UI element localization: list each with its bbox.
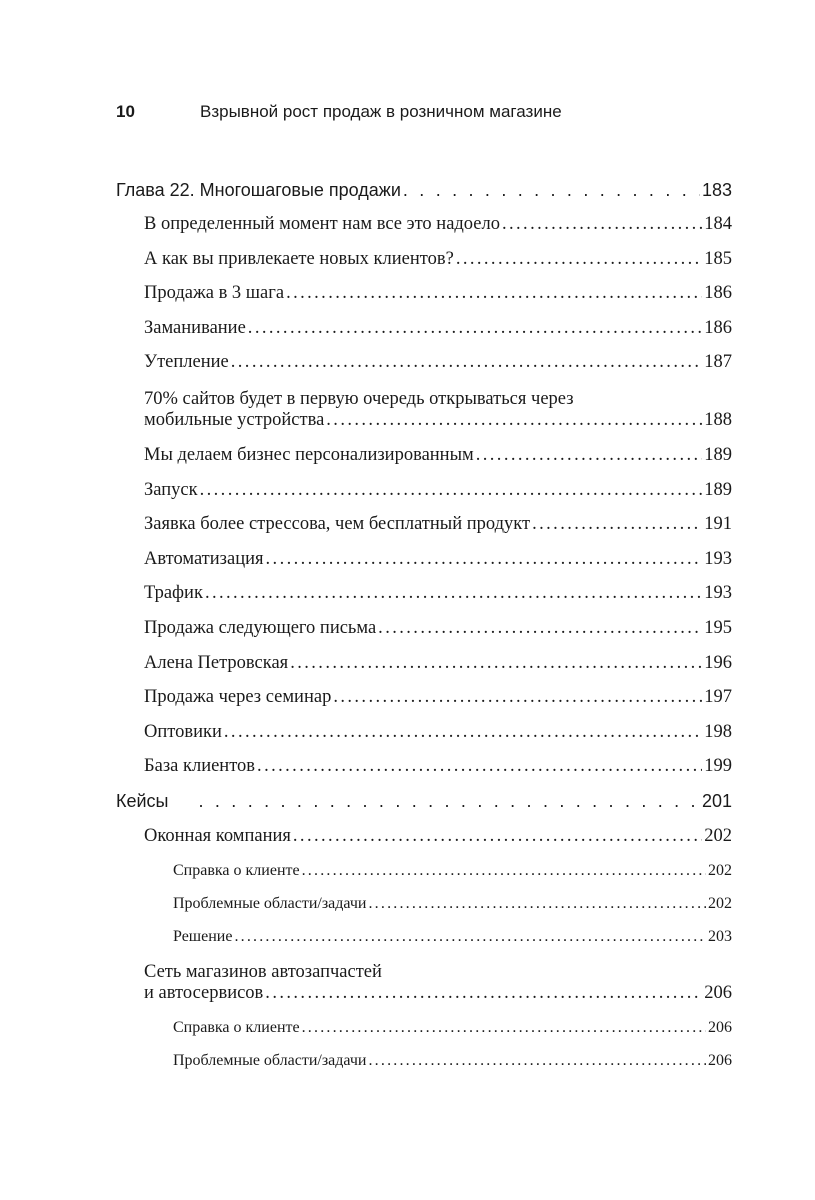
toc-entry-page: 191 bbox=[704, 514, 732, 535]
toc-entry-title: Утепление bbox=[144, 352, 229, 373]
toc-entry[interactable] bbox=[116, 712, 732, 747]
toc-entry-page: 206 bbox=[704, 982, 732, 1003]
toc-subentry[interactable] bbox=[116, 1041, 732, 1074]
toc-entry[interactable] bbox=[116, 816, 732, 851]
dot-leader bbox=[302, 1019, 706, 1037]
toc-entry-title-line2: и автосервисов bbox=[144, 982, 264, 1003]
toc-entry-title: Проблемные области/задачи bbox=[173, 894, 367, 912]
table-of-contents bbox=[116, 170, 732, 1074]
toc-entry-title: Продажа в 3 шага bbox=[144, 283, 285, 304]
page-number: 10 bbox=[116, 102, 135, 121]
toc-entry-title: Алена Петровская bbox=[144, 652, 289, 673]
dot-leader bbox=[266, 549, 703, 570]
dot-leader bbox=[368, 1052, 706, 1070]
toc-entry-title: В определенный момент нам все это надоело bbox=[144, 214, 500, 235]
toc-entry-page: 185 bbox=[704, 248, 732, 269]
toc-entry-page: 202 bbox=[708, 894, 732, 912]
toc-entry-cases[interactable] bbox=[116, 781, 732, 816]
dot-leader bbox=[532, 514, 702, 535]
toc-entry-title: А как вы привлекаете новых клиентов? bbox=[144, 248, 454, 269]
dot-leader bbox=[224, 722, 702, 743]
dot-leader bbox=[248, 318, 702, 339]
toc-entry-page: 184 bbox=[704, 214, 732, 235]
toc-entry[interactable] bbox=[116, 643, 732, 678]
toc-entry[interactable] bbox=[116, 505, 732, 540]
toc-entry-page: 193 bbox=[704, 548, 732, 569]
toc-entry-title: Решение bbox=[173, 927, 233, 945]
toc-entry-title: Справка о клиенте bbox=[173, 861, 300, 879]
toc-subentry[interactable] bbox=[116, 884, 732, 917]
toc-entry[interactable] bbox=[116, 950, 732, 1008]
toc-entry-page: 196 bbox=[704, 652, 732, 673]
toc-entry-page: 202 bbox=[708, 861, 732, 879]
dot-leader bbox=[293, 826, 702, 847]
toc-entry-page: 206 bbox=[708, 1018, 732, 1036]
toc-entry[interactable] bbox=[116, 377, 732, 435]
toc-entry-page: 197 bbox=[704, 687, 732, 708]
toc-entry[interactable] bbox=[116, 574, 732, 609]
toc-entry[interactable] bbox=[116, 308, 732, 343]
toc-entry-title-line2: мобильные устройства bbox=[144, 410, 325, 431]
toc-entry[interactable] bbox=[116, 470, 732, 505]
toc-entry-title: Проблемные области/задачи bbox=[173, 1051, 367, 1069]
toc-entry-page: 195 bbox=[704, 618, 732, 639]
toc-entry-chapter-22[interactable] bbox=[116, 170, 732, 205]
toc-entry-page: 189 bbox=[704, 445, 732, 466]
toc-entry-title: Заманивание bbox=[144, 317, 246, 338]
dot-leader bbox=[333, 687, 702, 708]
toc-entry-page: 183 bbox=[701, 179, 732, 200]
toc-entry[interactable] bbox=[116, 274, 732, 309]
toc-entry-page: 186 bbox=[704, 283, 732, 304]
toc-entry-title: Автоматизация bbox=[144, 548, 264, 569]
toc-entry-page: 198 bbox=[704, 721, 732, 742]
toc-entry-page: 206 bbox=[708, 1051, 732, 1069]
dot-leader bbox=[205, 583, 702, 604]
dot-leader bbox=[456, 249, 702, 270]
toc-entry[interactable] bbox=[116, 205, 732, 240]
book-title: Взрывной рост продаж в розничном магазине bbox=[200, 102, 562, 121]
dot-leader bbox=[403, 180, 700, 201]
toc-entry[interactable] bbox=[116, 747, 732, 782]
dot-leader bbox=[290, 653, 702, 674]
toc-entry-title: Продажа следующего письма bbox=[144, 618, 377, 639]
toc-entry-title: Заявка более стрессова, чем бесплатный продукт bbox=[144, 514, 531, 535]
toc-entry-title: Трафик bbox=[144, 583, 203, 604]
toc-entry-title: Оптовики bbox=[144, 721, 222, 742]
toc-entry-page: 193 bbox=[704, 583, 732, 604]
toc-entry-title: База клиентов bbox=[144, 756, 256, 777]
toc-entry-page: 201 bbox=[701, 790, 732, 811]
toc-entry[interactable] bbox=[116, 678, 732, 713]
toc-subentry[interactable] bbox=[116, 851, 732, 884]
toc-entry-page: 189 bbox=[704, 479, 732, 500]
running-head bbox=[116, 102, 736, 126]
dot-leader bbox=[302, 862, 706, 880]
toc-entry[interactable] bbox=[116, 435, 732, 470]
dot-leader bbox=[378, 618, 702, 639]
toc-entry-title: Мы делаем бизнес персонализированным bbox=[144, 445, 474, 466]
toc-entry-page: 187 bbox=[704, 352, 732, 373]
toc-entry[interactable] bbox=[116, 539, 732, 574]
toc-entry[interactable] bbox=[116, 343, 732, 378]
toc-entry-title: Оконная компания bbox=[144, 825, 291, 846]
toc-entry-title-line1: 70% сайтов будет в первую очередь открываться через bbox=[144, 389, 574, 410]
dot-leader bbox=[368, 895, 706, 913]
dot-leader bbox=[326, 410, 702, 431]
toc-entry-title: Продажа через семинар bbox=[144, 687, 332, 708]
dot-leader bbox=[286, 283, 702, 304]
toc-entry-title: Кейсы bbox=[116, 790, 169, 811]
dot-leader bbox=[200, 480, 703, 501]
toc-entry-title-line1: Сеть магазинов автозапчастей bbox=[144, 961, 382, 982]
toc-subentry[interactable] bbox=[116, 1008, 732, 1041]
toc-entry-page: 188 bbox=[704, 410, 732, 431]
dot-leader bbox=[502, 214, 702, 235]
dot-leader bbox=[231, 352, 703, 373]
dot-leader bbox=[234, 928, 706, 946]
toc-entry-page: 202 bbox=[704, 825, 732, 846]
dot-leader bbox=[265, 983, 702, 1004]
toc-subentry[interactable] bbox=[116, 917, 732, 950]
dot-leader bbox=[199, 791, 700, 812]
dot-leader bbox=[476, 445, 703, 466]
toc-entry-title: Запуск bbox=[144, 479, 198, 500]
toc-entry[interactable] bbox=[116, 239, 732, 274]
toc-entry-title: Справка о клиенте bbox=[173, 1018, 300, 1036]
toc-entry-title: Глава 22. Многошаговые продажи bbox=[116, 179, 401, 200]
toc-entry-page: 203 bbox=[708, 927, 732, 945]
toc-entry-page: 199 bbox=[704, 756, 732, 777]
dot-leader bbox=[257, 756, 702, 777]
toc-entry[interactable] bbox=[116, 608, 732, 643]
toc-entry-page: 186 bbox=[704, 317, 732, 338]
